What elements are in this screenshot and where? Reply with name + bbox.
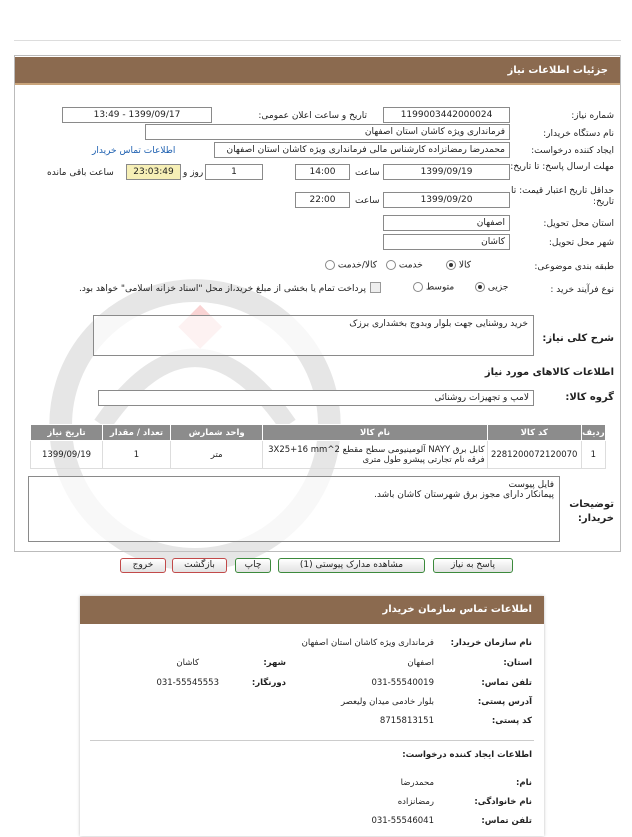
reply-deadline-label: مهلت ارسال پاسخ: تا تاریخ: [510, 162, 614, 172]
days-field[interactable]: 1 [205, 164, 263, 180]
description-box[interactable]: خرید روشنایی جهت بلوار وبدوج بخشداری برزک [93, 315, 534, 356]
family-value: رمضانزاده [397, 797, 434, 807]
description-label: شرح کلی نیاز: [542, 333, 614, 344]
buyer-contact-link[interactable]: اطلاعات تماس خریدار [92, 146, 176, 156]
need-number-label: شماره نیاز: [571, 111, 614, 121]
table-row[interactable] [31, 441, 606, 469]
category-option-both-label: کالا/خدمت [337, 260, 378, 271]
org-label: نام سازمان خریدار: [450, 638, 532, 648]
city-label: شهر: [263, 658, 286, 668]
col-row: ردیف [581, 425, 605, 441]
top-divider [14, 40, 621, 41]
fax-value: 031-55545553 [156, 678, 219, 688]
buyer-notes-line: فایل پیوست [508, 480, 554, 490]
process-label: نوع فرآیند خرید : [550, 285, 614, 295]
radio-icon [386, 260, 396, 270]
reply-date-field[interactable]: 1399/09/19 [383, 164, 510, 180]
postal-value: 8715813151 [379, 716, 434, 726]
view-docs-button[interactable]: مشاهده مدارک پیوستی (1) [278, 558, 425, 573]
name-value: محمدرضا [400, 778, 434, 788]
buyer-notes-label: توضیحات خریدار: [569, 499, 614, 524]
contact-panel [80, 596, 544, 836]
goods-group-label: گروه کالا: [565, 392, 614, 403]
fax-label: دورنگار: [251, 678, 286, 688]
process-option-minor-label: جزیی [487, 282, 509, 293]
city-label: شهر محل تحویل: [548, 238, 614, 248]
province-value: اصفهان [407, 658, 434, 668]
radio-icon [446, 260, 456, 270]
col-name: نام کالا [263, 425, 487, 441]
address-value: بلوار خادمی میدان ولیعصر [340, 697, 434, 707]
buyer-notes-box[interactable] [28, 476, 560, 542]
cell-date: 1399/09/19 [31, 441, 103, 469]
panel-title: جزئیات اطلاعات نیاز [15, 57, 620, 85]
process-option-medium-label: متوسط [425, 282, 455, 293]
price-time-label: ساعت [355, 196, 380, 206]
buyer-org-label: نام دستگاه خریدار: [543, 129, 614, 139]
category-option-goods-label: کالا [458, 260, 472, 271]
price-time-field[interactable]: 22:00 [295, 192, 350, 208]
cell-row: 1 [581, 441, 605, 469]
buyer-org-field[interactable]: فرمانداری ویژه کاشان استان اصفهان [145, 124, 510, 140]
name-label: نام: [515, 778, 532, 788]
address-label: آدرس پستی: [477, 697, 532, 707]
contact-panel-title: اطلاعات تماس سازمان خریدار [80, 596, 544, 624]
price-date-field[interactable]: 1399/09/20 [383, 192, 510, 208]
col-qty: تعداد / مقدار [103, 425, 171, 441]
process-option-minor[interactable] [475, 282, 508, 293]
print-button[interactable]: چاپ [235, 558, 271, 573]
category-option-service-label: خدمت [398, 260, 423, 271]
announce-field[interactable]: 1399/09/17 - 13:49 [62, 107, 212, 123]
back-button[interactable]: بازگشت [172, 558, 227, 573]
exit-button[interactable]: خروج [120, 558, 166, 573]
treasury-checkbox[interactable] [370, 282, 381, 293]
goods-group-field[interactable]: لامپ و تجهیزات روشنائی [98, 390, 534, 406]
phone-label: تلفن تماس: [481, 678, 532, 688]
creator-phone-label: تلفن تماس: [481, 816, 532, 826]
province-field[interactable]: اصفهان [383, 215, 510, 231]
radio-icon [413, 282, 423, 292]
cell-code: 2281200072120070 [487, 441, 581, 469]
category-label: طبقه بندی موضوعی: [534, 262, 614, 272]
remaining-time-field: 23:03:49 [126, 164, 181, 180]
province-label: استان: [503, 658, 532, 668]
cell-name: کابل برق NAYY آلومینیومی سطح مقطع 3X25+16 mm^2 فرقه نام تجارتی پیشرو طول متری [263, 441, 487, 469]
category-option-service[interactable] [386, 260, 423, 271]
province-label: استان محل تحویل: [543, 219, 614, 229]
city-value: کاشان [176, 658, 199, 668]
creator-phone-value: 031-55546041 [371, 816, 434, 826]
creator-title: اطلاعات ایجاد کننده درخواست: [402, 750, 532, 760]
reply-button[interactable]: پاسخ به نیاز [433, 558, 513, 573]
reply-time-label: ساعت [355, 168, 380, 178]
payment-note: پرداخت تمام یا بخشی از مبلغ خرید،از محل "اسناد خزانه اسلامی" خواهد بود. [78, 284, 366, 294]
family-label: نام خانوادگی: [474, 797, 532, 807]
reply-time-field[interactable]: 14:00 [295, 164, 350, 180]
table-header-row [31, 425, 606, 441]
buyer-notes-line: پیمانکار دارای مجوز برق شهرستان کاشان باشد. [374, 490, 554, 500]
city-field[interactable]: کاشان [383, 234, 510, 250]
process-option-medium[interactable] [413, 282, 454, 293]
goods-section-title: اطلاعات کالاهای مورد نیاز [484, 367, 614, 378]
days-label: روز و [183, 168, 204, 178]
goods-table [30, 424, 606, 469]
price-validity-label: حداقل تاریخ اعتبار قیمت: تا تاریخ: [511, 186, 614, 207]
phone-value: 031-55540019 [371, 678, 434, 688]
category-option-goods[interactable] [446, 260, 471, 271]
cell-unit: متر [170, 441, 263, 469]
col-code: کد کالا [487, 425, 581, 441]
category-option-both[interactable] [325, 260, 377, 271]
col-unit: واحد شمارش [170, 425, 263, 441]
radio-icon [475, 282, 485, 292]
requester-label: ایجاد کننده درخواست: [531, 146, 614, 156]
postal-label: کد پستی: [491, 716, 532, 726]
org-value: فرمانداری ویژه کاشان استان اصفهان [301, 638, 434, 648]
requester-field[interactable]: محمدرضا رمضانزاده کارشناس مالی فرمانداری ویژه کاشان استان اصفهان [214, 142, 510, 158]
announce-label: تاریخ و ساعت اعلان عمومی: [258, 111, 367, 121]
divider [90, 740, 534, 741]
col-date: تاریخ نیاز [31, 425, 103, 441]
need-number-field[interactable]: 1199003442000024 [383, 107, 510, 123]
radio-icon [325, 260, 335, 270]
cell-qty: 1 [103, 441, 171, 469]
remaining-label: ساعت باقی مانده [47, 168, 114, 178]
